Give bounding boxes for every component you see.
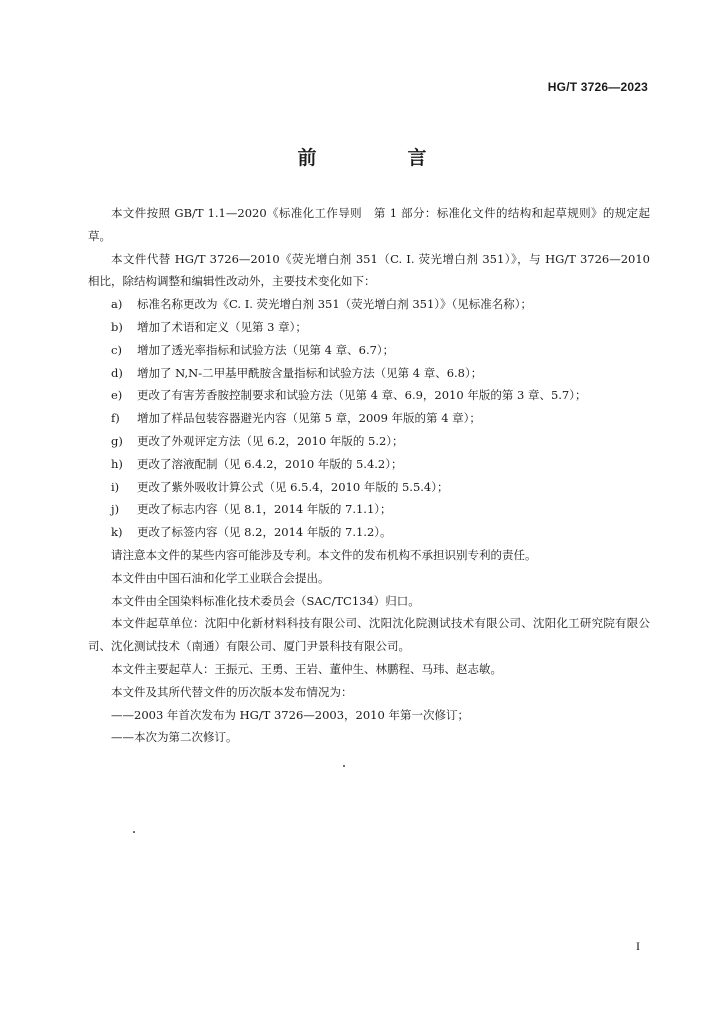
list-marker: j) <box>111 502 120 517</box>
document-body <box>88 202 650 749</box>
list-item <box>88 498 650 521</box>
drafters-paragraph: 本文件主要起草人：王振元、王勇、王岩、董仲生、林鹏程、马玮、赵志敏。 <box>111 661 502 676</box>
list-marker: i) <box>111 479 120 494</box>
list-marker: e) <box>111 388 123 403</box>
list-item-text: 更改了紫外吸收计算公式（见 6.5.4，2010 年版的 5.5.4）； <box>137 479 449 494</box>
list-item-text: 增加了术语和定义（见第 3 章）； <box>137 319 307 334</box>
list-item-text: 增加了 N,N-二甲基甲酰胺含量指标和试验方法（见第 4 章、6.8）； <box>137 365 483 380</box>
list-marker: d) <box>111 365 123 380</box>
list-item <box>88 339 650 362</box>
list-item <box>88 453 650 476</box>
list-item-text: 标准名称更改为《C. I. 荧光增白剂 351（荧光增白剂 351）》（见标准名称）； <box>137 297 533 312</box>
list-item <box>88 521 650 544</box>
list-item <box>88 430 650 453</box>
list-marker: h) <box>111 456 123 471</box>
list-item-text: 更改了标签内容（见 8.2，2014 年版的 7.1.2）。 <box>137 525 392 540</box>
history-item: ——2003 年首次发布为 HG/T 3726—2003，2010 年第一次修订； <box>111 707 469 722</box>
list-item-text: 更改了标志内容（见 8.1，2014 年版的 7.1.1）； <box>137 502 392 517</box>
list-item <box>88 407 650 430</box>
history-intro-paragraph: 本文件及其所代替文件的历次版本发布情况为： <box>111 684 353 699</box>
list-item <box>88 476 650 499</box>
history-item: ——本次为第二次修订。 <box>111 730 238 745</box>
intro-paragraph: 本文件按照 GB/T 1.1—2020《标准化工作导则 第 1 部分：标准化文件的结构和起草规则》的规定起草。 <box>88 206 650 243</box>
list-item-text: 更改了溶液配制（见 6.4.2，2010 年版的 5.4.2）； <box>137 456 403 471</box>
list-item-text: 增加了样品包装容器避光内容（见第 5 章，2009 年版的第 4 章）； <box>137 411 481 426</box>
change-list <box>88 293 650 544</box>
list-marker: a) <box>111 297 123 312</box>
intro-paragraph: 本文件代替 HG/T 3726—2010《荧光增白剂 351（C. I. 荧光增白剂 351）》，与 HG/T 3726—2010 相比，除结构调整和编辑性改动外，主要技术变化如下： <box>88 251 650 289</box>
list-marker: k) <box>111 525 123 540</box>
list-item <box>88 316 650 339</box>
list-marker: b) <box>111 319 123 334</box>
list-marker: g) <box>111 433 123 448</box>
list-item <box>88 362 650 385</box>
drafting-units-paragraph: 本文件起草单位：沈阳中化新材料科技有限公司、沈阳沈化院测试技术有限公司、沈阳化工研究院有限公司、沈化测试技术（南通）有限公司、厦门尹景科技有限公司。 <box>88 616 650 654</box>
list-marker: c) <box>111 342 122 357</box>
committee-paragraph: 本文件由全国染料标准化技术委员会（SAC/TC134）归口。 <box>111 593 420 608</box>
doc-number: HG/T 3726—2023 <box>547 80 648 94</box>
patent-notice: 请注意本文件的某些内容可能涉及专利。本文件的发布机构不承担识别专利的责任。 <box>111 547 537 562</box>
scan-speck <box>133 831 135 833</box>
page-number: I <box>636 939 640 953</box>
list-item-text: 更改了外观评定方法（见 6.2，2010 年版的 5.2）； <box>137 433 404 448</box>
scan-speck <box>343 765 345 767</box>
proposer-paragraph: 本文件由中国石油和化学工业联合会提出。 <box>111 570 330 585</box>
page-title: 前 言 <box>297 147 463 169</box>
list-item <box>88 293 650 316</box>
list-item <box>88 384 650 407</box>
list-item-text: 增加了透光率指标和试验方法（见第 4 章、6.7）； <box>137 342 395 357</box>
list-marker: f) <box>111 411 120 426</box>
list-item-text: 更改了有害芳香胺控制要求和试验方法（见第 4 章、6.9，2010 年版的第 3 章、5.7）； <box>137 388 587 403</box>
